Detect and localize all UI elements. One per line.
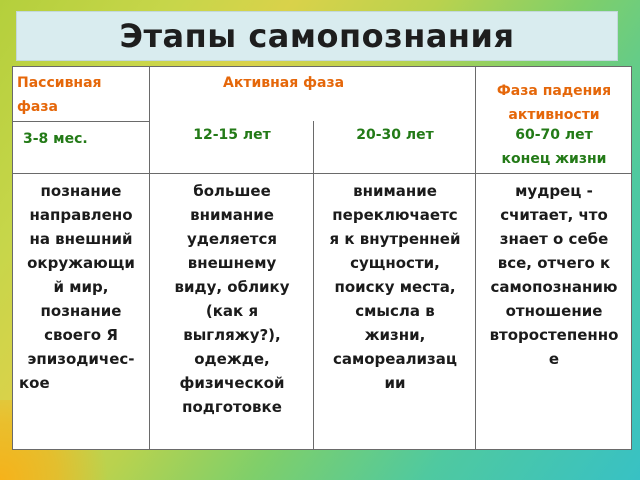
phase-header-decline: Фаза падения активности	[496, 83, 612, 123]
grid-vline-1	[149, 67, 150, 449]
description-line: е	[548, 350, 560, 368]
description-line: поиску места,	[334, 278, 456, 296]
grid-hline-age	[13, 173, 631, 174]
description-line: подготовке	[182, 398, 282, 416]
phase-header-active: Активная фаза	[223, 75, 345, 91]
description-line: мудрец -	[515, 182, 593, 200]
description-line: (как я	[205, 302, 259, 320]
description-line: внимание	[190, 206, 274, 224]
description-line: одежде,	[194, 350, 270, 368]
title-banner	[16, 11, 618, 61]
phase-header-passive: Пассивная фаза	[17, 75, 102, 115]
age-header-col1: 3-8 мес.	[23, 131, 88, 147]
description-line: я к внутренней	[329, 230, 461, 248]
age-header-col4-line2: конец жизни	[501, 151, 607, 167]
description-line: своего Я	[44, 326, 118, 344]
description-line: все, отчего к	[497, 254, 611, 272]
description-line: переключаетс	[332, 206, 458, 224]
description-line: знает о себе	[499, 230, 609, 248]
age-header-col2: 12-15 лет	[193, 127, 271, 143]
description-line: окружающи	[27, 254, 135, 272]
description-line: направлено	[29, 206, 133, 224]
description-line: внешнему	[187, 254, 277, 272]
description-line: самореализац	[332, 350, 458, 368]
description-line: внимание	[353, 182, 437, 200]
description-line: на внешний	[29, 230, 133, 248]
description-line: познание	[40, 302, 122, 320]
description-line: самопознанию	[490, 278, 618, 296]
description-line: й мир,	[53, 278, 109, 296]
slide-title: Этапы самопознания	[119, 17, 515, 55]
grid-hline-phase	[13, 121, 149, 122]
description-line: выгляжу?),	[183, 326, 281, 344]
age-header-col4-line1: 60-70 лет	[515, 127, 593, 143]
stages-table	[12, 66, 632, 450]
description-col1	[13, 179, 149, 395]
description-line: жизни,	[364, 326, 426, 344]
grid-vline-3	[475, 67, 476, 449]
description-col4	[477, 179, 631, 371]
description-line: познание	[40, 182, 122, 200]
description-line: большее	[193, 182, 271, 200]
description-line: эпизодичес-	[27, 350, 135, 368]
description-col2	[151, 179, 313, 419]
description-line: уделяется	[186, 230, 278, 248]
description-line: считает, что	[500, 206, 608, 224]
description-line: виду, облику	[174, 278, 290, 296]
age-header-col3: 20-30 лет	[356, 127, 434, 143]
description-line: второстепенно	[489, 326, 619, 344]
description-line: смысла в	[355, 302, 435, 320]
description-line: отношение	[505, 302, 603, 320]
description-line: физической	[179, 374, 285, 392]
description-line: ии	[384, 374, 406, 392]
age-header-col4	[477, 123, 631, 171]
description-line: кое	[19, 374, 50, 392]
grid-vline-2	[313, 121, 314, 449]
description-col3	[315, 179, 475, 395]
description-line: сущности,	[350, 254, 440, 272]
